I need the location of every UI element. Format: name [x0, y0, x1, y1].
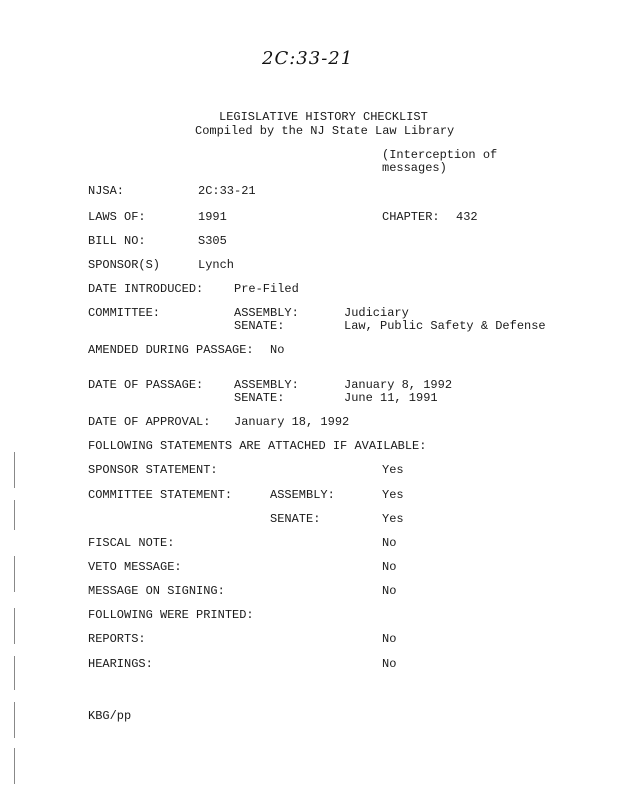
sponsor-value: Lynch [198, 258, 235, 272]
committee-assembly-label: ASSEMBLY: [234, 306, 299, 320]
bill-value: S305 [198, 234, 227, 248]
veto-message-value: No [382, 560, 397, 574]
date-introduced-label: DATE INTRODUCED: [88, 282, 204, 296]
hearings-label: HEARINGS: [88, 657, 153, 671]
signing-message-value: No [382, 584, 397, 598]
njsa-label: NJSA: [88, 184, 125, 198]
printed-heading: FOLLOWING WERE PRINTED: [88, 608, 254, 622]
scan-margin-mark [14, 556, 15, 592]
approval-value: January 18, 1992 [234, 415, 350, 429]
handwritten-citation: 2C:33-21 [262, 48, 354, 69]
passage-label: DATE OF PASSAGE: [88, 378, 204, 392]
topic-note-line2: messages) [382, 161, 447, 175]
passage-assembly-label: ASSEMBLY: [234, 378, 299, 392]
chapter-value: 432 [456, 210, 478, 224]
sponsor-statement-value: Yes [382, 463, 404, 477]
passage-senate-label: SENATE: [234, 391, 285, 405]
committee-statement-assembly-value: Yes [382, 488, 404, 502]
signing-message-label: MESSAGE ON SIGNING: [88, 584, 225, 598]
committee-statement-senate-label: SENATE: [270, 512, 321, 526]
scan-margin-mark [14, 748, 15, 784]
amended-value: No [270, 343, 285, 357]
scan-margin-mark [14, 656, 15, 690]
page-title: LEGISLATIVE HISTORY CHECKLIST [219, 110, 428, 124]
statements-heading: FOLLOWING STATEMENTS ARE ATTACHED IF AVAILABLE: [88, 439, 427, 453]
fiscal-note-value: No [382, 536, 397, 550]
committee-assembly-value: Judiciary [344, 306, 409, 320]
hearings-value: No [382, 657, 397, 671]
committee-statement-label: COMMITTEE STATEMENT: [88, 488, 233, 502]
topic-note-line1: (Interception of [382, 148, 498, 162]
scan-margin-mark [14, 702, 15, 738]
scan-margin-mark [14, 452, 15, 488]
laws-label: LAWS OF: [88, 210, 146, 224]
committee-senate-value: Law, Public Safety & Defense [344, 319, 546, 333]
reports-label: REPORTS: [88, 632, 146, 646]
committee-statement-senate-value: Yes [382, 512, 404, 526]
bill-label: BILL NO: [88, 234, 146, 248]
sponsor-label: SPONSOR(S) [88, 258, 161, 272]
amended-label: AMENDED DURING PASSAGE: [88, 343, 254, 357]
scan-margin-mark [14, 500, 15, 530]
fiscal-note-label: FISCAL NOTE: [88, 536, 175, 550]
passage-assembly-value: January 8, 1992 [344, 378, 453, 392]
date-introduced-value: Pre-Filed [234, 282, 299, 296]
footer-initials: KBG/pp [88, 709, 132, 723]
committee-senate-label: SENATE: [234, 319, 285, 333]
sponsor-statement-label: SPONSOR STATEMENT: [88, 463, 218, 477]
scan-margin-mark [14, 608, 15, 644]
passage-senate-value: June 11, 1991 [344, 391, 438, 405]
committee-label: COMMITTEE: [88, 306, 161, 320]
committee-statement-assembly-label: ASSEMBLY: [270, 488, 335, 502]
reports-value: No [382, 632, 397, 646]
approval-label: DATE OF APPROVAL: [88, 415, 211, 429]
chapter-label: CHAPTER: [382, 210, 440, 224]
laws-value: 1991 [198, 210, 227, 224]
veto-message-label: VETO MESSAGE: [88, 560, 182, 574]
page-subtitle: Compiled by the NJ State Law Library [195, 124, 455, 138]
njsa-value: 2C:33-21 [198, 184, 256, 198]
